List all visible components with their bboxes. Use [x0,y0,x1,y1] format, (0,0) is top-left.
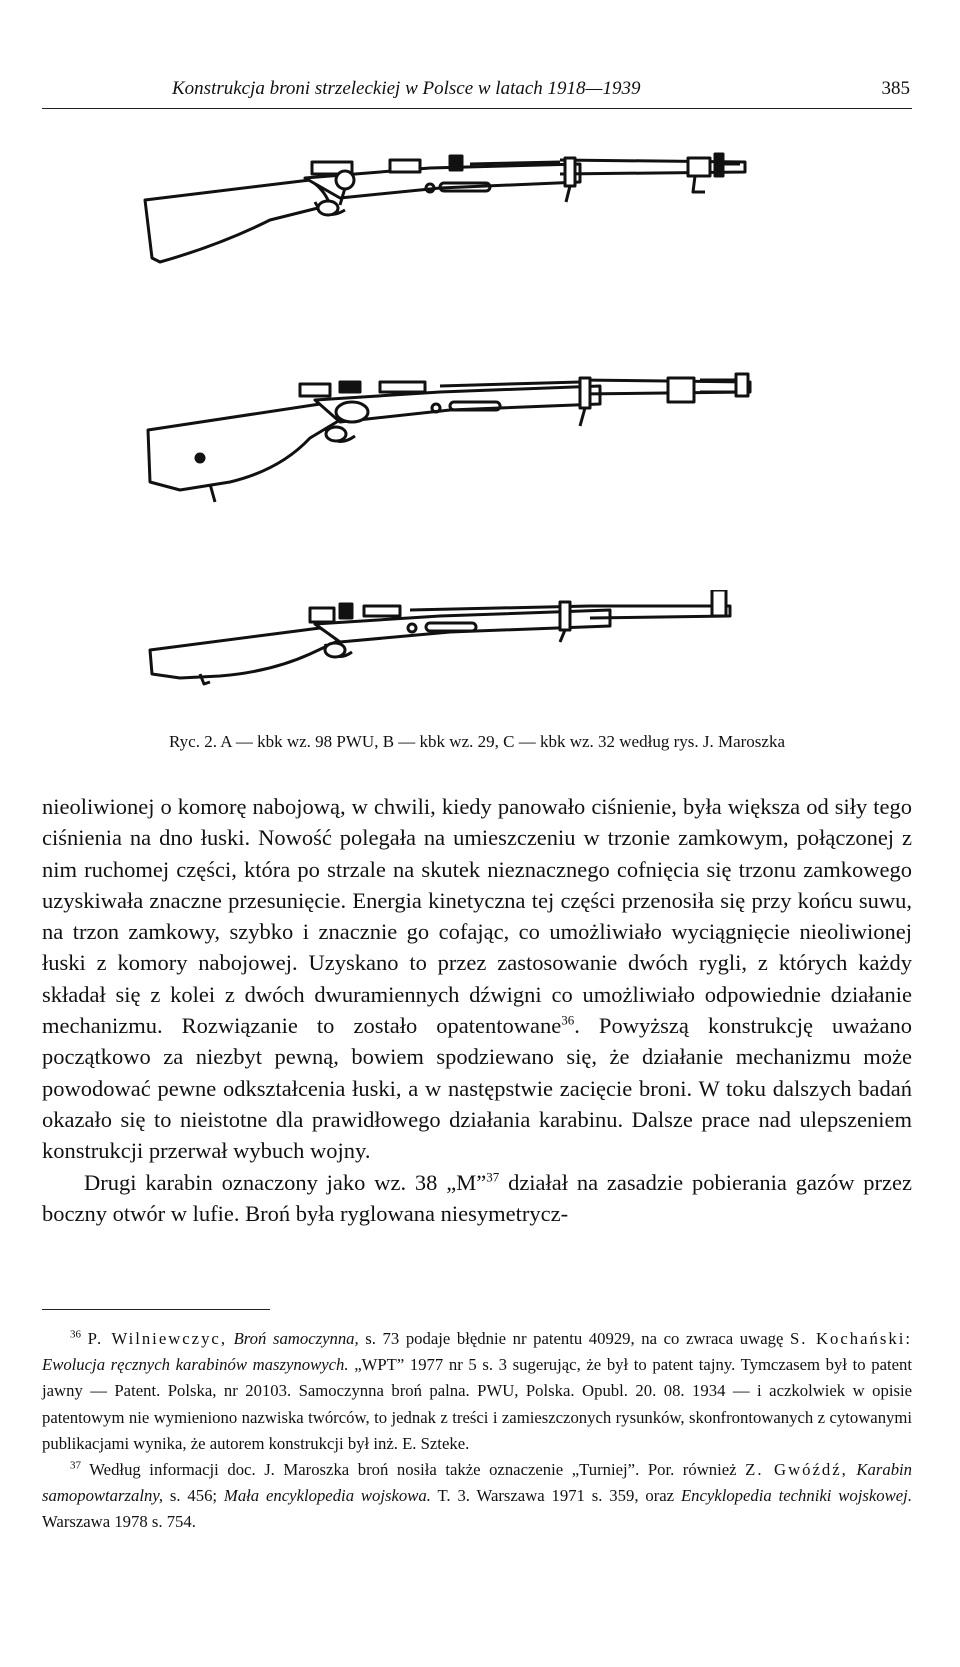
footnote-text: „WPT” 1977 nr 5 s. 3 sugerując, że był to patent tajny. Tymczasem był to patent jawny — Patent. Polska, nr 20103. Samoczynna broń palna. PWU, Polska. Opubl. 20. 08. 1934 — i aczkolwiek w opisie patentowym nie wymieniono nazwiska twórców, to jednak z treści i zamieszczonych rysunków, skonfrontowanych z cytowanymi publikacjami wynika, że autorem konstrukcji był inż. E. Szteke. [42,1355,912,1453]
footnote-ref-37[interactable]: 37 [486,1169,500,1185]
footnote-title: Broń samoczynna, [233,1329,359,1348]
footnote-36 [42,1326,912,1457]
paragraph-1-text-a: nieoliwionej o komorę nabojową, w chwili, kiedy panowało ciśnienie, była większa od siły tego ciśnienia na dno łuski. Nowość polegała na umieszczeniu w trzonie zamkowym, połączonej z nim ruchomej części, która po strzale na skutek nieznacznego cofnięcia się trzonu zamkowego uzyskiwała znaczne przesunięcie. Energia kinetyczna tej części przenosiła się przy końcu suwu, na trzon zamkowy, szybko i znacznie go cofając, co umożliwiało wyciągnięcie nieoliwionej łuski z komory nabojowej. Uzyskano to przez zastosowanie dwóch rygli, z których każdy składał się z kolei z dwóch dwuramiennych dźwigni co umożliwiało odpowiednie działanie mechanizmu. Rozwiązanie to zostało opatentowane [42,794,912,1039]
footnote-title: Ewolucja ręcznych karabinów maszynowych. [42,1355,349,1375]
footnote-divider [42,1309,270,1310]
page-number: 385 [881,78,910,99]
footnote-author: P. Wilniewczyc, [87,1329,228,1348]
footnote-title: Mała encyklopedia wojskowa. [223,1486,431,1506]
running-title: Konstrukcja broni strzeleckiej w Polsce w latach 1918—1939 [172,78,641,99]
footnote-author: S. Kochański: [789,1329,913,1348]
rifle-b-drawing [140,370,780,520]
running-header [42,74,912,109]
footnote-text: Warszawa 1978 s. 754. [42,1512,196,1532]
footnote-text: T. 3. Warszawa 1971 s. 359, oraz [430,1486,681,1506]
footnote-title: Encyklopedia techniki wojskowej. [680,1486,912,1506]
paragraph-2-text-b: działał na zasadzie pobierania gazów przez boczny otwór w lufie. Broń była ryglowana niesymetrycz- [42,1169,912,1226]
figure-caption: Ryc. 2. A — kbk wz. 98 PWU, B — kbk wz. 29, C — kbk wz. 32 według rys. J. Maroszka [169,732,785,751]
footnote-mark: 37 [70,1459,81,1472]
paragraph-2-text-a: Drugi karabin oznaczony jako wz. 38 „M” [84,1169,487,1195]
footnote-mark: 36 [70,1328,81,1341]
footnote-ref-36[interactable]: 36 [561,1012,575,1028]
footnote-text: s. 73 podaje błędnie nr patentu 40929, na co zwraca uwagę [358,1329,790,1348]
rifle-a-drawing [140,150,780,290]
paragraph-1 [42,791,912,1167]
rifle-c-drawing [140,590,780,725]
paragraph-1-text-b: . Powyższą konstrukcję uważano początkowo za niezbyt pewną, bowiem spodziewano się, że działanie mechanizmu może powodować pewne odkształcenia łuski, a w następstwie zacięcie broni. W toku dalszych badań okazało się to nieistotne dla prawidłowego działania karabinu. Dalsze prace nad ulepszeniem konstrukcji przerwał wybuch wojny. [42,1013,912,1164]
body-text [42,791,912,1229]
footnote-author: Z. Gwóźdź, [745,1460,848,1480]
paragraph-2 [42,1167,912,1230]
footnote-text: s. 456; [163,1486,224,1506]
footnote-title: Karabin samopowtarzalny, [42,1460,913,1506]
footnotes [42,1326,912,1536]
footnote-37 [42,1457,912,1536]
footnote-text: Według informacji doc. J. Maroszka broń nosiła także oznaczenie „Turniej”. Por. również [89,1460,746,1480]
